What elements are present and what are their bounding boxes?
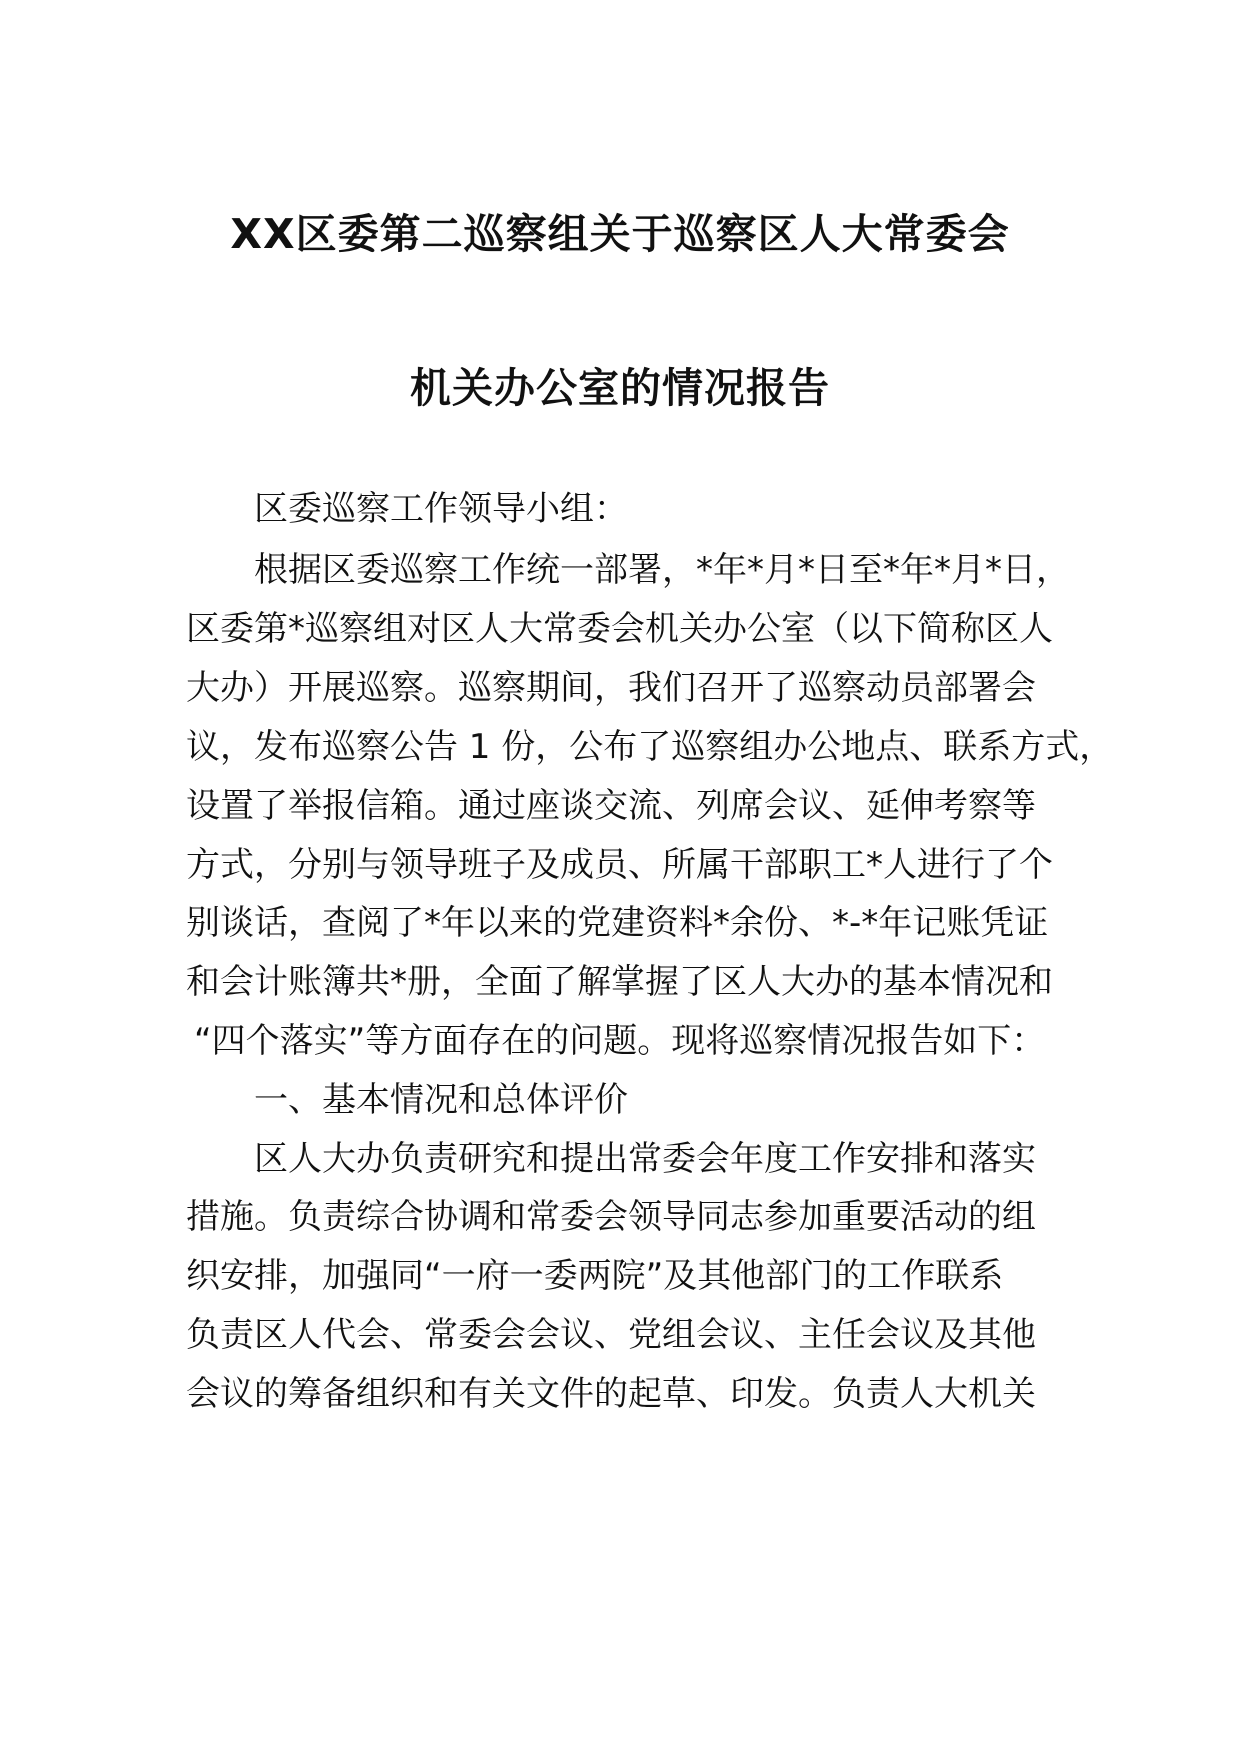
document-title-line-2: 机关办公室的情况报告 bbox=[410, 364, 830, 412]
paragraph-1-line: 和会计账簿共*册，全面了解掌握了区人大办的基本情况和 bbox=[186, 962, 1053, 1002]
document-title-line-1: XX区委第二巡察组关于巡察区人大常委会 bbox=[230, 210, 1010, 258]
paragraph-2-line: 负责区人代会、常委会会议、党组会议、主任会议及其他 bbox=[186, 1315, 1036, 1355]
paragraph-2-line: 区人大办负责研究和提出常委会年度工作安排和落实 bbox=[254, 1139, 1036, 1179]
section-heading-1: 一、基本情况和总体评价 bbox=[254, 1080, 628, 1120]
paragraph-1-line: “四个落实”等方面存在的问题。现将巡察情况报告如下： bbox=[194, 1021, 1046, 1061]
paragraph-1-line: 设置了举报信箱。通过座谈交流、列席会议、延伸考察等 bbox=[186, 786, 1036, 826]
paragraph-1-line: 别谈话，查阅了*年以来的党建资料*余份、*-*年记账凭证 bbox=[186, 903, 1049, 943]
paragraph-1-line: 区委第*巡察组对区人大常委会机关办公室（以下简称区人 bbox=[186, 609, 1053, 649]
paragraph-1-line: 方式，分别与领导班子及成员、所属干部职工*人进行了个 bbox=[186, 845, 1053, 885]
paragraph-2-line: 会议的筹备组织和有关文件的起草、印发。负责人大机关 bbox=[186, 1374, 1036, 1414]
paragraph-2-line: 措施。负责综合协调和常委会领导同志参加重要活动的组 bbox=[186, 1197, 1036, 1237]
paragraph-1-line: 大办）开展巡察。巡察期间，我们召开了巡察动员部署会 bbox=[186, 668, 1036, 708]
salutation: 区委巡察工作领导小组： bbox=[254, 489, 628, 529]
paragraph-2-line: 织安排，加强同“一府一委两院”及其他部门的工作联系 bbox=[186, 1256, 1004, 1296]
paragraph-1-line: 根据区委巡察工作统一部署，*年*月*日至*年*月*日， bbox=[254, 550, 1070, 590]
paragraph-1-line: 议，发布巡察公告 1 份，公布了巡察组办公地点、联系方式， bbox=[186, 727, 1114, 767]
